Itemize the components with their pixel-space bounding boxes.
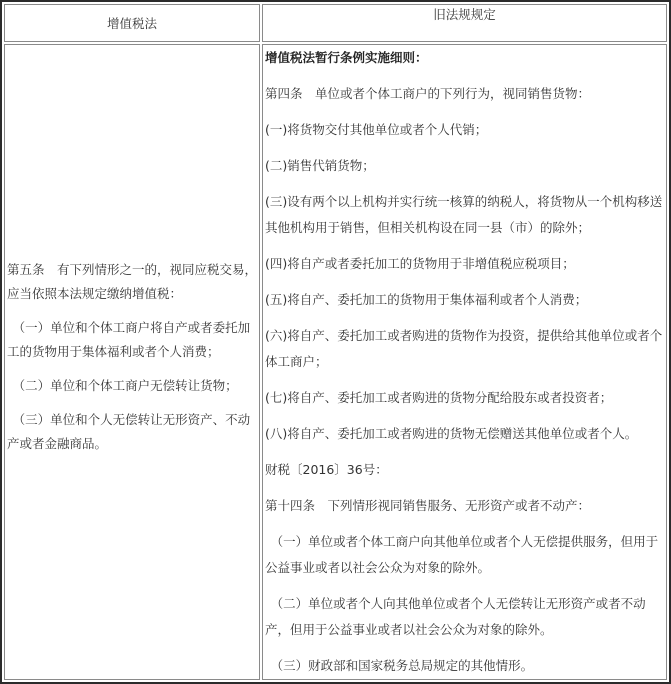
new-law-cell — [4, 44, 260, 680]
article-14-item-1: （一）单位或者个体工商户向其他单位或者个人无偿提供服务，但用于公益事业或者以社会公众为对象的除外。 — [265, 534, 659, 575]
circular-36-heading: 财税〔2016〕36号： — [265, 462, 388, 477]
article-5-item-3: （三）单位和个人无偿转让无形资产、不动产或者金融商品。 — [7, 412, 251, 451]
article-4-item-2: (二)销售代销货物； — [265, 158, 375, 173]
old-regulations-cell — [262, 44, 667, 680]
article-4-item-8: (八)将自产、委托加工或者购进的货物无偿赠送其他单位或者个人。 — [265, 426, 638, 441]
article-4-title: 第四条 单位或者个体工商户的下列行为，视同销售货物： — [265, 86, 591, 101]
header-row — [4, 4, 667, 42]
article-4-item-1: (一)将货物交付其他单位或者个人代销； — [265, 122, 488, 137]
article-5-item-1: （一）单位和个体工商户将自产或者委托加工的货物用于集体福利或者个人消费； — [7, 320, 251, 359]
implementation-rules-heading: 增值税法暂行条例实施细则： — [265, 50, 428, 65]
header-new-law: 增值税法 — [4, 4, 260, 42]
article-14-item-3: （三）财政部和国家税务总局规定的其他情形。 — [270, 658, 534, 673]
article-14-title: 第十四条 下列情形视同销售服务、无形资产或者不动产： — [265, 498, 591, 513]
article-4-item-5: (五)将自产、委托加工的货物用于集体福利或者个人消费； — [265, 292, 588, 307]
content-row — [4, 44, 667, 680]
header-old-regulations: 旧法规规定 — [262, 4, 667, 42]
article-4-item-6: (六)将自产、委托加工或者购进的货物作为投资，提供给其他单位或者个体工商户； — [265, 328, 663, 369]
article-4-item-7: (七)将自产、委托加工或者购进的货物分配给股东或者投资者； — [265, 390, 613, 405]
article-5-item-2: （二）单位和个体工商户无偿转让货物； — [12, 378, 238, 393]
article-4-item-4: (四)将自产或者委托加工的货物用于非增值税应税项目； — [265, 256, 575, 271]
article-14-item-2: （二）单位或者个人向其他单位或者个人无偿转让无形资产或者不动产，但用于公益事业或者以社会公众为对象的除外。 — [265, 596, 646, 637]
article-4-item-3: (三)设有两个以上机构并实行统一核算的纳税人，将货物从一个机构移送其他机构用于销售，但相关机构设在同一县（市）的除外； — [265, 194, 663, 235]
article-5-title: 第五条 有下列情形之一的，视同应税交易，应当依照本法规定缴纳增值税： — [7, 262, 258, 301]
